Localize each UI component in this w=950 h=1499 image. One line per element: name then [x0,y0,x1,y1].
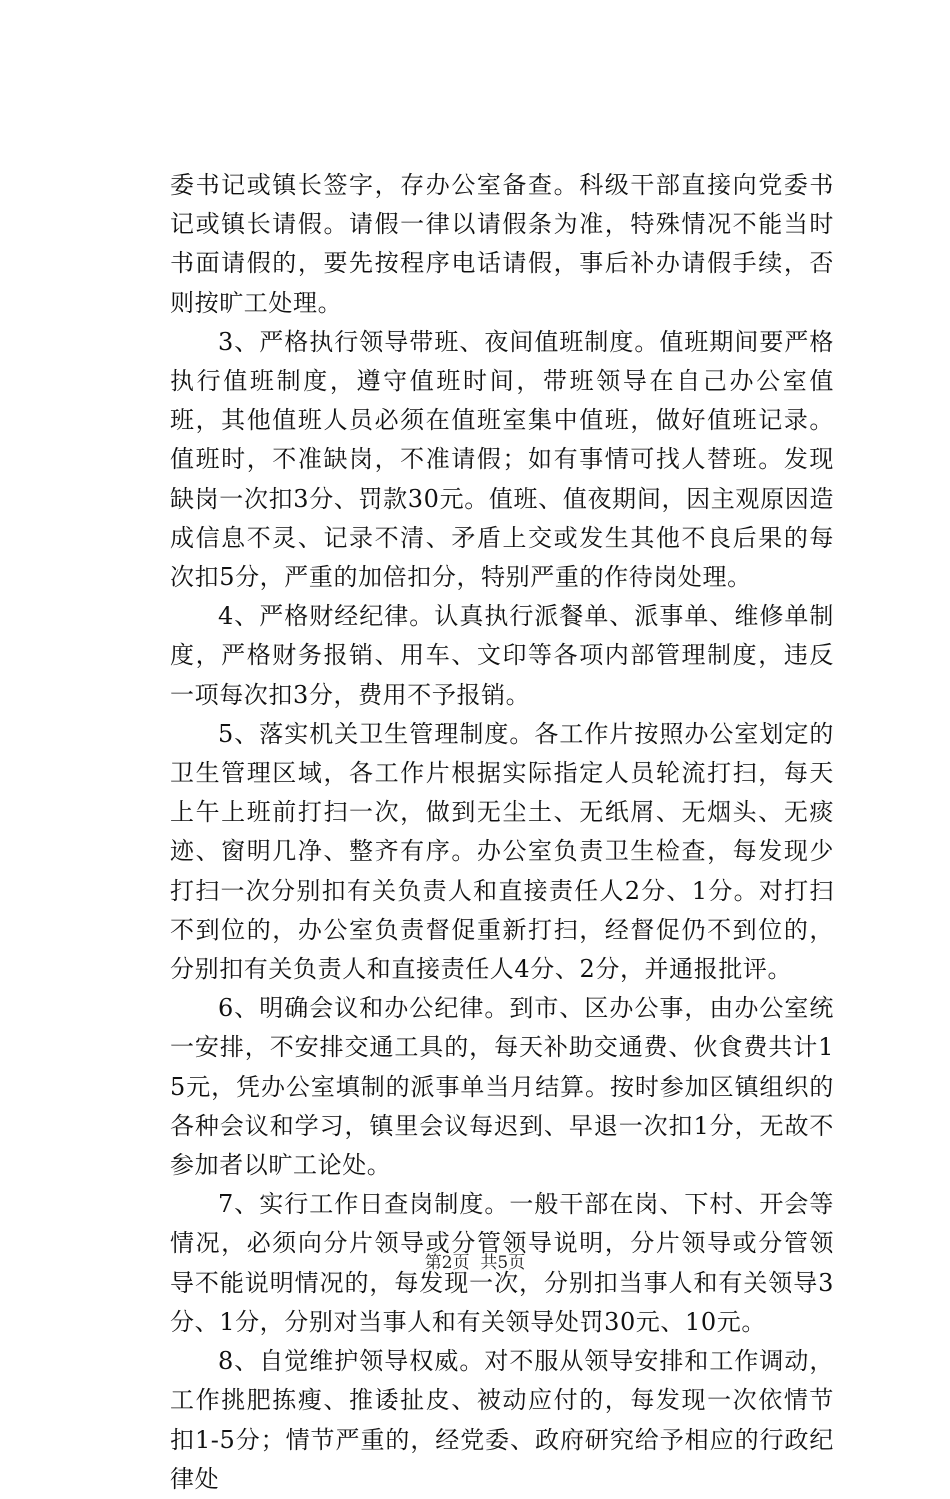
paragraph-item-4: 4、严格财经纪律。认真执行派餐单、派事单、维修单制度，严格财务报销、用车、文印等各项内部管理制度，违反一项每次扣3分，费用不予报销。 [170,602,834,709]
paragraph-item-7: 7、实行工作日查岗制度。一般干部在岗、下村、开会等情况，必须向分片领导或分管领导说明，分片领导或分管领导不能说明情况的，每发现一次，分别扣当事人和有关领导3分、1分，分别对当事人和有关领导处罚30元、10元。 [170,1190,834,1336]
paragraph-item-5: 5、落实机关卫生管理制度。各工作片按照办公室划定的卫生管理区域，各工作片根据实际指定人员轮流打扫，每天上午上班前打扫一次，做到无尘土、无纸屑、无烟头、无痰迹、窗明几净、整齐有序。办公室负责卫生检查，每发现少打扫一次分别扣有关负责人和直接责任人2分、1分。对打扫不到位的，办公室负责督促重新打扫，经督促仍不到位的，分别扣有关负责人和直接责任人4分、2分，并通报批评。 [170,719,834,984]
paragraph-item-3: 3、严格执行领导带班、夜间值班制度。值班期间要严格执行值班制度，遵守值班时间，带班领导在自己办公室值班，其他值班人员必须在值班室集中值班，做好值班记录。值班时，不准缺岗，不准请假；如有事情可找人替班。发现缺岗一次扣3分、罚款30元。值班、值夜期间，因主观原因造成信息不灵、记录不清、矛盾上交或发生其他不良后果的每次扣5分，严重的加倍扣分，特别严重的作待岗处理。 [170,327,834,592]
paragraph-item-8: 8、自觉维护领导权威。对不服从领导安排和工作调动，工作挑肥拣瘦、推诿扯皮、被动应付的，每发现一次依情节扣1-5分；情节严重的，经党委、政府研究给予相应的行政纪律处 [170,1347,834,1493]
page-number-footer: 第2页 共5页 [424,1253,526,1273]
paragraph-item-6: 6、明确会议和办公纪律。到市、区办公事，由办公室统一安排，不安排交通工具的，每天补助交通费、伙食费共计15元，凭办公室填制的派事单当月结算。按时参加区镇组织的各种会议和学习，镇里会议每迟到、早退一次扣1分，无故不参加者以旷工论处。 [170,994,834,1180]
document-body [170,166,834,1499]
paragraph-continuation: 委书记或镇长签字，存办公室备查。科级干部直接向党委书记或镇长请假。请假一律以请假条为准，特殊情况不能当时书面请假的，要先按程序电话请假，事后补办请假手续，否则按旷工处理。 [170,171,834,317]
